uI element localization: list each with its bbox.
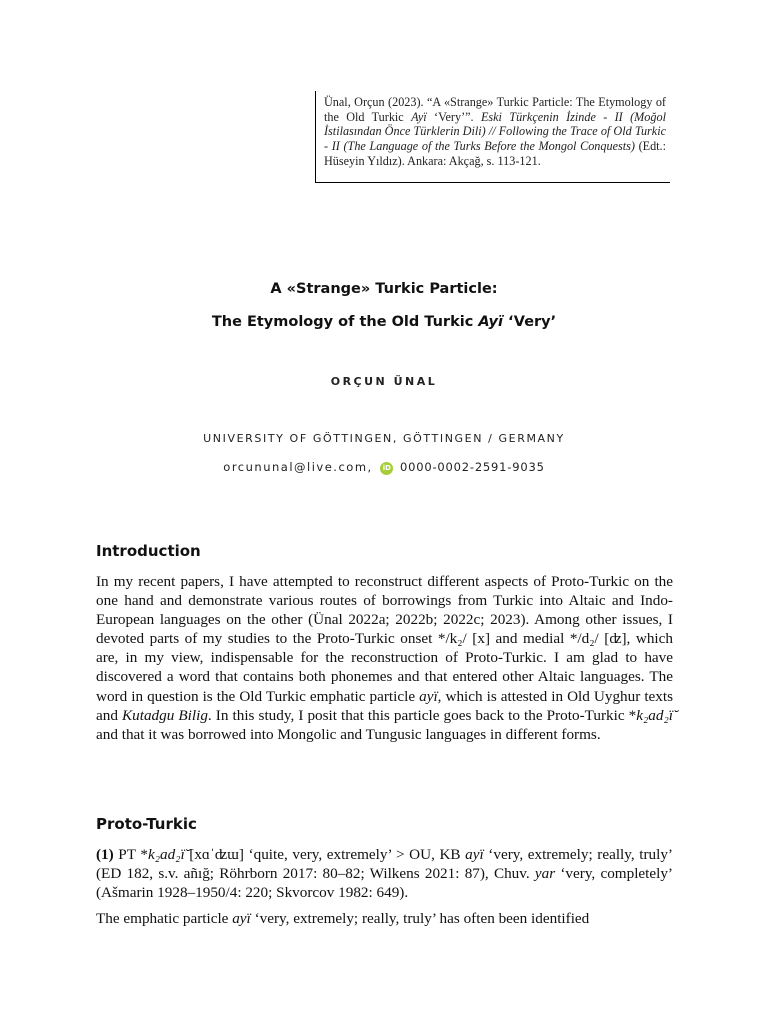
email-link[interactable]: orcununal@live.com, [223,460,373,474]
body-paragraph-2 [96,909,673,928]
author-name: ORÇUN ÜNAL [330,375,438,388]
affiliation: UNIVERSITY OF GÖTTINGEN, GÖTTINGEN / GERMANY [203,432,565,445]
paragraph-text: PT * [113,846,148,863]
paragraph-text: . In this study, I posit that this particle goes back to the Proto-Turkic * [207,706,637,724]
section-heading-proto-turkic: Proto-Turkic [96,815,197,833]
introduction-paragraph [96,572,673,744]
italic-term: k₂ad₂ï̆ [147,846,185,863]
citation-text-2: ‘Very’”. [426,109,481,124]
italic-term: ayï [465,846,484,863]
italic-term: Kutadgu Bilig [122,706,208,724]
contact-line [0,460,768,475]
citation-text: Ünal, Orçun (2023). “A «Strange» Turkic Particle: The Etymology of the Old Turkic [324,95,666,124]
paragraph-text: ‘very, extremely; really, truly’ (ED 182, s.v. añığ; Röhrborn 2017: 80–82; Wilkens 2021: 87), Chuv. [96,846,673,883]
example-number: (1) [96,846,114,863]
section-heading-introduction: Introduction [96,542,201,560]
title-text: The Etymology of the Old Turkic [211,314,479,330]
paper-title-line-2 [0,314,768,330]
paragraph-text: [xɑˈʣɯ] ‘quite, very, extremely’ > OU, KB [184,846,466,863]
italic-term: yar [534,865,556,883]
italic-term: ayï [232,910,251,927]
citation-box [315,91,670,183]
title-italic-word: Ayï [478,314,503,330]
paper-title-line-1: A «Strange» Turkic Particle: [270,281,498,297]
paragraph-text: The emphatic particle [96,910,233,927]
orcid-id[interactable]: 0000-0002-2591-9035 [399,460,545,474]
orcid-icon[interactable]: iD [380,462,393,475]
citation-publisher: (Edt.: Hüseyin Yıldız). Ankara: Akçağ, s. 113-121. [324,139,666,168]
paragraph-text: , which is attested in Old Uyghur texts and [96,687,673,724]
example-paragraph-1 [96,845,673,902]
italic-term: k₂ad₂ï̆ [636,706,673,724]
title-gloss: ‘Very’ [502,314,557,330]
citation-book-title: Eski Türkçenin İzinde - II (Moğol İstilasından Önce Türklerin Dili) // Following the Trace of Old Turkic - II (The Language of the Turks Before the Mongol Conquests) [324,109,666,154]
paragraph-text: In my recent papers, I have attempted to reconstruct different aspects of Proto-Turkic on the one hand and demonstrate various routes of borrowings from Turkic into Altaic and Indo-European languages on the other (Ünal 2022a; 2022b; 2022c; 2023). Among other issues, I devoted parts of my studies to the Proto-Turkic onset */k₂/ [x] and medial */d₂/ [ʣ], which are, in my view, indispensable for the reconstruction of Proto-Turkic. I am glad to have discovered a word that contains both phonemes and that entered other Altaic languages. The word in question is the Old Turkic emphatic particle [96,573,673,705]
italic-term: ayï [419,687,438,705]
citation-italic-word: Ayï [411,109,427,124]
paragraph-text: and that it was borrowed into Mongolic and Tungusic languages in different forms. [96,725,601,743]
paragraph-text: ‘very, completely’ (Ašmarin 1928–1950/4: 220; Skvorcov 1982: 649). [96,865,673,902]
paragraph-text: ‘very, extremely; really, truly’ has often been identified [250,910,590,927]
